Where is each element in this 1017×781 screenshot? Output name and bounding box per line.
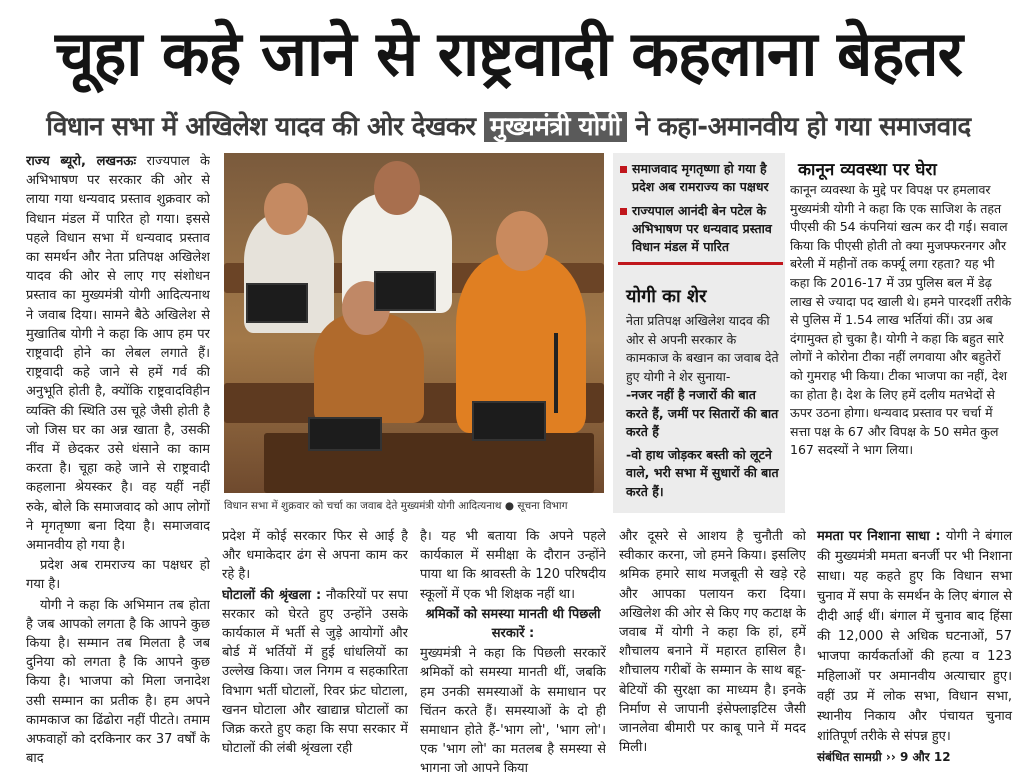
related-content: संबंधित सामग्री ›› 9 और 12 — [817, 750, 951, 764]
subhead-after: ने कहा-अमानवीय हो गया समाजवाद — [635, 112, 971, 142]
col3-para-2: मुख्यमंत्री ने कहा कि पिछली सरकारें श्रमिकों को समस्या मानती थीं, जबकि हम उनकी समस्याओं के समाधान पर चिंतन करते हैं। समस्याओं के दो ही समाधान होते हैं-'भाग लो', 'भाग लो'। एक 'भाग लो' का मतलब है समस्या से भागना जो आपने किया — [420, 646, 606, 777]
sher-title: योगी का शेर — [626, 286, 707, 307]
col1-para-1: राज्यपाल के अभिभाषण पर सरकार की ओर से लाया गया धन्यवाद प्रस्ताव शुक्रवार को विधान मंडल में पारित हो गया। इससे पहले विधान सभा में धन्यवाद प्रस्ताव का समर्थन और नेता प्रतिपक्ष अखिलेश यादव की ओर से लाए गए संशोधन प्रस्ताव का मुख्यमंत्री योगी आदित्यनाथ ने जवाब दिया। सामने बैठे अखिलेश से मुखातिब योगी ने कहा कि आप हम पर राष्ट्रवादी होने का लेबल लगाते हैं। राष्ट्रवादी कहे जाने से हमें गर्व की अनुभूति होती है, क्योंकि राष्ट्रवादविहीन व्यक्ति की स्थिति उस चूहे जैसी होती है जो जिस घर का अन्न खाता है, उसकी नींव में छेदकर उसे धंसाने का काम करता है। चूहा कहे जाने से राष्ट्रवादी कहलाना श्रेयस्कर है। वह यहीं नहीं रुके, बोले कि समाजवाद को आप लोगों ने मृगतृष्णा बना दिया है। समाजवाद अमानवीय हो गया है। — [26, 154, 210, 554]
assembly-photo — [224, 153, 604, 493]
article-column-1 — [26, 152, 210, 781]
col1-para-2: प्रदेश अब रामराज्य का पक्षधर हो गया है। — [26, 558, 210, 593]
sher-line-2: -वो हाथ जोड़कर बस्ती को लूटने वाले, भरी सभा में सुधारों की बात करते हैं। — [626, 446, 779, 499]
col4-para-1: और दूसरे से आशय है चुनौती को स्वीकार करना, जो हमने किया। इसलिए श्रमिक हमारे साथ मजबूती से खड़े रहे और आपका पलायन करा दिया। अखिलेश की ओर से किए गए कटाक्ष के जवाब में योगी ने कहा कि हां, हमें शौचालय बनाने में महारत हासिल है। शौचालय गरीबों के सम्मान के साथ बहू-बेटियों की सुरक्षा का माध्यम है। इनके निर्माण से जापानी इंसेफ्लाइटिस जैसी जानलेवा बीमारी पर काबू पाने में मदद मिली। — [619, 529, 806, 756]
col3-para-1: है। यह भी बताया कि अपने पहले कार्यकाल में समीक्षा के दौरान उन्होंने पाया था कि श्रावस्ती के 120 परिषदीय स्कूलों में एक भी शिक्षक नहीं था। — [420, 529, 606, 602]
article-column-3 — [420, 527, 606, 781]
highlights-list — [618, 160, 783, 262]
mamata-heading: ममता पर निशाना साधा : — [817, 529, 941, 544]
article-column-2 — [222, 527, 408, 781]
photo-caption — [224, 496, 604, 516]
sher-line-1: -नजर नहीं है नजारों की बात करते हैं, जमीं पर सितारों की बात करते हैं — [626, 387, 779, 439]
law-order-body: कानून व्यवस्था के मुद्दे पर विपक्ष पर हमलावर मुख्यमंत्री योगी ने कहा कि एक साजिश के तहत पीएसी की 54 कंपनियां खत्म कर दी गई। सवाल किया कि पीएसी होती तो क्या मुजफ्फरनगर और बरेली में महीनों तक कर्फ्यू लगा रहता? यह भी कहा कि 2016-17 में उप्र पुलिस बल में डेढ़ लाख से ज्यादा पद खाली थे। हमने पारदर्शी तरीके से पुलिस में 1.54 लाख भर्तियां कीं। उप्र अब दंगामुक्त हो चुका है। योगी ने कहा कि बहुत सारे लोगों ने कोरोना टीका नहीं लगवाया और बहुतेरों को गुमराह भी किया। टीका भाजपा का नहीं, देश का होता है। देश के लिए हमें दलीय मतभेदों से ऊपर उठना होगा। धन्यवाद प्रस्ताव पर चर्चा में सत्ता पक्ष के 67 और विपक्ष के 50 समेत कुल 167 सदस्यों ने भाग लिया। — [790, 182, 1012, 458]
highlight-item: समाजवाद मृगतृष्णा हो गया है प्रदेश अब रामराज्य का पक्षधर — [618, 160, 783, 196]
article-column-4 — [619, 527, 806, 781]
col2-heading: घोटालों की श्रृंखला : — [222, 587, 322, 603]
col3-heading: श्रमिकों को समस्या मानती थी पिछली सरकारें : — [425, 606, 601, 642]
mamata-body: योगी ने बंगाल की मुख्यमंत्री ममता बनर्जी पर भी निशाना साधा। यह कहते हुए कि विधान सभा चुनाव में सपा के समर्थन के लिए बंगाल से दीदी आई थीं। बंगाल में चुनाव बाद हिंसा की 12,000 से अधिक घटनाओं, 57 भाजपा कार्यकर्ताओं की हत्या व 123 महिलाओं पर अमानवीय अत्याचार हुए। वहीं उप्र में लोक सभा, विधान सभा, स्थानीय निकाय और पंचायत चुनाव शांतिपूर्ण तरीके से संपन्न हुए। — [817, 529, 1013, 744]
headline: चूहा कहे जाने से राष्ट्रवादी कहलाना बेहतर — [54, 17, 963, 90]
highlight-item: राज्यपाल आनंदी बेन पटेल के अभिभाषण पर धन्यवाद प्रस्ताव विधान मंडल में पारित — [618, 202, 783, 256]
photo-credit: ● सूचना विभाग — [504, 500, 568, 512]
subheadline — [0, 104, 1017, 150]
col2-para-2: नौकरियों पर सपा सरकार को घेरते हुए उन्होंने उसके कार्यकाल में भर्ती से जुड़े आयोगों और बोर्ड में भर्तियों में हुई धांधलियों का उल्लेख किया। जल निगम व सहकारिता विभाग भर्ती घोटालों, रिवर फ्रंट घोटाला, खनन घोटाला और खाद्यान्न घोटालों का जिक्र करते हुए कहा कि सपा सरकार में घोटालों की लंबी श्रृंखला रही — [222, 587, 408, 757]
col2-para-1: प्रदेश में कोई सरकार फिर से आई है और धमाकेदार ढंग से अपना काम कर रहे है। — [222, 529, 408, 583]
subhead-before: विधान सभा में अखिलेश यादव की ओर देखकर — [46, 112, 476, 142]
dateline: राज्य ब्यूरो, लखनऊः — [26, 154, 137, 169]
sher-body — [626, 312, 782, 501]
photo-caption-text: विधान सभा में शुक्रवार को चर्चा का जवाब देते मुख्यमंत्री योगी आदित्यनाथ — [224, 500, 502, 512]
mamata-section — [817, 527, 1012, 767]
subhead-highlight: मुख्यमंत्री योगी — [484, 112, 627, 142]
sher-intro: नेता प्रतिपक्ष अखिलेश यादव की ओर से अपनी सरकार के कामकाज के बखान का जवाब देते हुए योगी ने शेर सुनाया- — [626, 313, 779, 384]
law-order-title: कानून व्यवस्था पर घेरा — [798, 160, 937, 180]
red-divider — [618, 262, 783, 265]
col1-para-3: योगी ने कहा कि अभिमान तब होता है जब आपको लगता है कि आपने कुछ किया है। सम्मान तब मिलता है जब दुनिया को लगता है कि आपने कुछ किया है। भाजपा को मिला जनादेश उसी सम्मान का प्रतीक है। हम अपने कामकाज का ढिंढोरा नहीं पीटते। तमाम अफवाहों को दरकिनार कर 37 वर्षों के बाद — [26, 597, 210, 767]
